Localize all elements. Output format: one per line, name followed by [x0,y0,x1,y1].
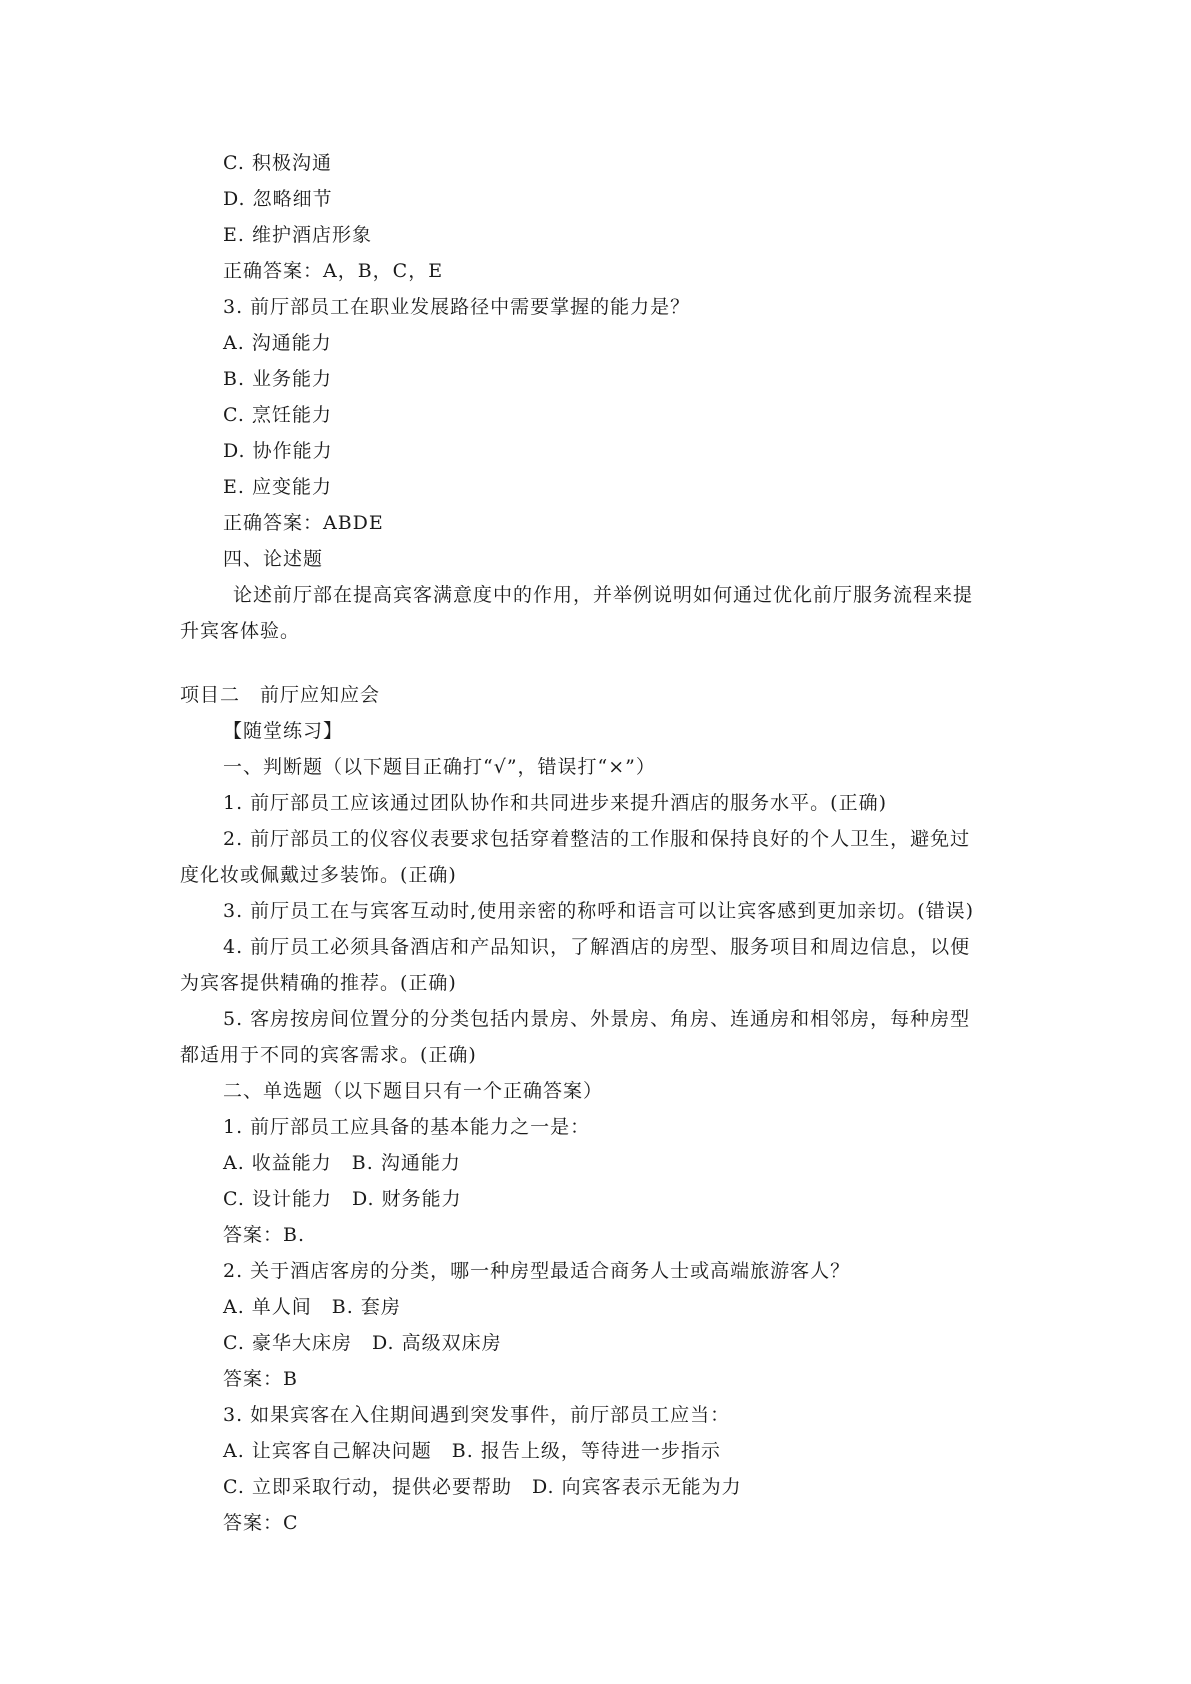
sc-q1-answer: 答案：B. [223,1224,306,1246]
tf-question-4-line-2: 为宾客提供精确的推荐。(正确) [180,972,457,994]
tf-question-5-line-2: 都适用于不同的宾客需求。(正确) [180,1044,477,1066]
tf-question-1: 1. 前厅部员工应该通过团队协作和共同进步来提升酒店的服务水平。(正确) [223,792,887,814]
sc-q1-options-ab: A. 收益能力 B. 沟通能力 [223,1152,461,1174]
answer-q3: 正确答案：ABDE [223,512,384,534]
option-a-communication: A. 沟通能力 [223,332,332,354]
sc-q1-options-cd: C. 设计能力 D. 财务能力 [223,1188,462,1210]
answer-q2: 正确答案：A，B，C，E [223,260,444,282]
option-c-active-communication: C. 积极沟通 [223,152,332,174]
sc-q3-options-cd: C. 立即采取行动，提供必要帮助 D. 向宾客表示无能为力 [223,1476,742,1498]
option-e-maintain-hotel-image: E. 维护酒店形象 [223,224,372,246]
tf-question-3: 3. 前厅员工在与宾客互动时,使用亲密的称呼和语言可以让宾客感到更加亲切。(错误) [223,900,975,922]
sc-q2-options-cd: C. 豪华大床房 D. 高级双床房 [223,1332,502,1354]
sc-question-3: 3. 如果宾客在入住期间遇到突发事件，前厅部员工应当： [223,1404,731,1426]
option-c-cooking: C. 烹饪能力 [223,404,332,426]
section-true-false: 一、判断题（以下题目正确打“√”，错误打“×”） [223,756,656,778]
essay-question-line-1: 论述前厅部在提高宾客满意度中的作用，并举例说明如何通过优化前厅服务流程来提 [233,584,974,606]
option-d-ignore-details: D. 忽略细节 [223,188,333,210]
essay-question-line-2: 升宾客体验。 [180,620,301,642]
sc-q3-answer: 答案：C [223,1512,299,1534]
tf-question-4-line-1: 4. 前厅员工必须具备酒店和产品知识，了解酒店的房型、服务项目和周边信息，以便 [223,936,971,958]
sc-q2-answer: 答案：B [223,1368,298,1390]
sc-q3-options-ab: A. 让宾客自己解决问题 B. 报告上级，等待进一步指示 [223,1440,721,1462]
tf-question-2-line-2: 度化妆或佩戴过多装饰。(正确) [180,864,457,886]
tf-question-2-line-1: 2. 前厅部员工的仪容仪表要求包括穿着整洁的工作服和保持良好的个人卫生，避免过 [223,828,971,850]
option-b-business: B. 业务能力 [223,368,333,390]
project-heading: 项目二 前厅应知应会 [180,684,381,706]
section-single-choice: 二、单选题（以下题目只有一个正确答案） [223,1080,604,1102]
tf-question-5-line-1: 5. 客房按房间位置分的分类包括内景房、外景房、角房、连通房和相邻房，每种房型 [223,1008,971,1030]
class-practice-heading: 【随堂练习】 [223,720,344,742]
option-e-adaptability: E. 应变能力 [223,476,332,498]
section-essay: 四、论述题 [223,548,324,570]
sc-question-2: 2. 关于酒店客房的分类，哪一种房型最适合商务人士或高端旅游客人？ [223,1260,851,1282]
sc-q2-options-ab: A. 单人间 B. 套房 [223,1296,401,1318]
sc-question-1: 1. 前厅部员工应具备的基本能力之一是： [223,1116,591,1138]
question-3-multiple: 3. 前厅部员工在职业发展路径中需要掌握的能力是？ [223,296,691,318]
option-d-cooperation: D. 协作能力 [223,440,333,462]
